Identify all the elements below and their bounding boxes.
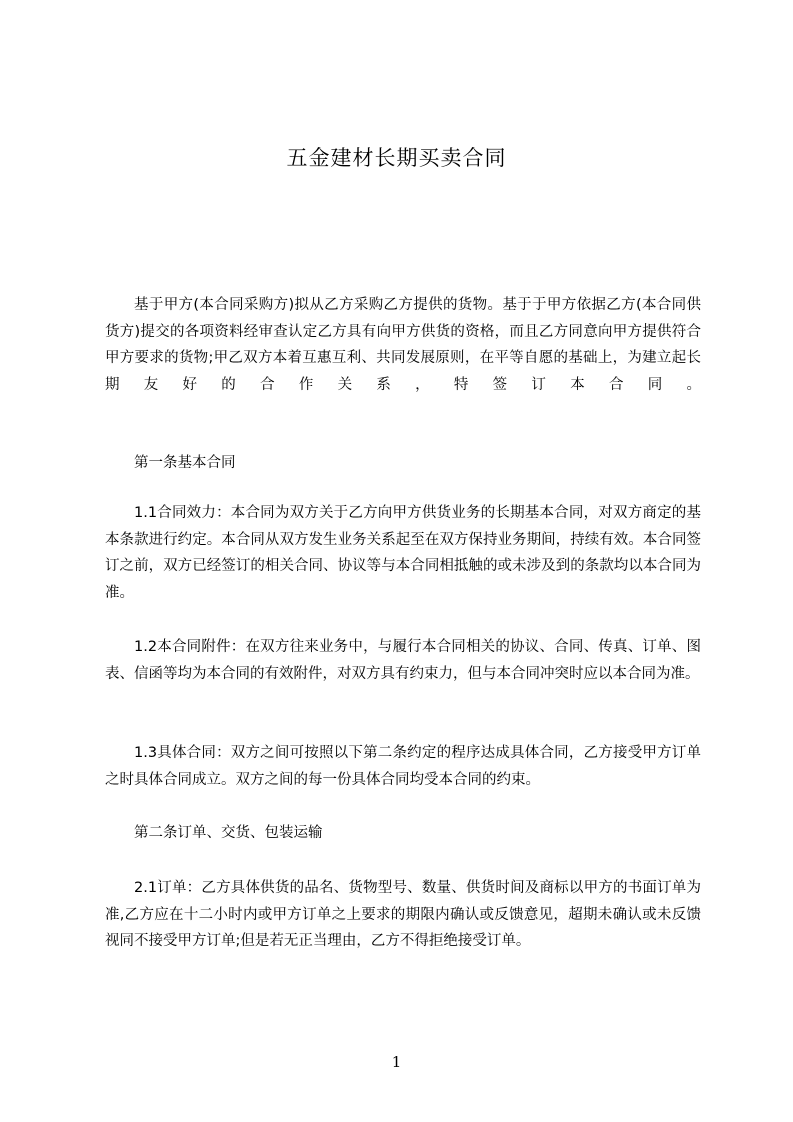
article-2-heading: 第二条订单、交货、包装运输 [134,825,323,841]
clause-2-1: 2.1订单：乙方具体供货的品名、货物型号、数量、供货时间及商标以甲方的书面订单为准,乙方应在十二小时内或甲方订单之上要求的期限内确认或反馈意见，超期未确认或未反馈视同不接受甲方订单;但是若无正当理由，乙方不得拒绝接受订单。 [105,880,701,949]
intro-paragraph: 基于甲方(本合同采购方)拟从乙方采购乙方提供的货物。基于于甲方依据乙方(本合同供货方)提交的各项资料经审查认定乙方具有向甲方供货的资格，而且乙方同意向甲方提供符合甲方要求的货物;甲乙双方本着互惠互利、共同发展原则，在平等自愿的基础上，为建立起长期友好的合作关系，特签订本合同。 [105,297,701,393]
clause-1-1: 1.1合同效力：本合同为双方关于乙方向甲方供货业务的长期基本合同，对双方商定的基本条款进行约定。本合同从双方发生业务关系起至在双方保持业务期间，持续有效。本合同签订之前，双方已经签订的相关合同、协议等与本合同相抵触的或未涉及到的条款均以本合同为准。 [105,505,701,601]
article-1-heading: 第一条基本合同 [134,455,236,471]
page-number: 1 [391,1053,402,1071]
clause-1-2: 1.2本合同附件：在双方往来业务中，与履行本合同相关的协议、合同、传真、订单、图表、信函等均为本合同的有效附件，对双方具有约束力，但与本合同冲突时应以本合同为准。 [105,639,701,682]
contract-title: 五金建材长期买卖合同 [286,146,507,170]
clause-1-3: 1.3具体合同：双方之间可按照以下第二条约定的程序达成具体合同，乙方接受甲方订单之时具体合同成立。双方之间的每一份具体合同均受本合同的约束。 [105,745,701,788]
